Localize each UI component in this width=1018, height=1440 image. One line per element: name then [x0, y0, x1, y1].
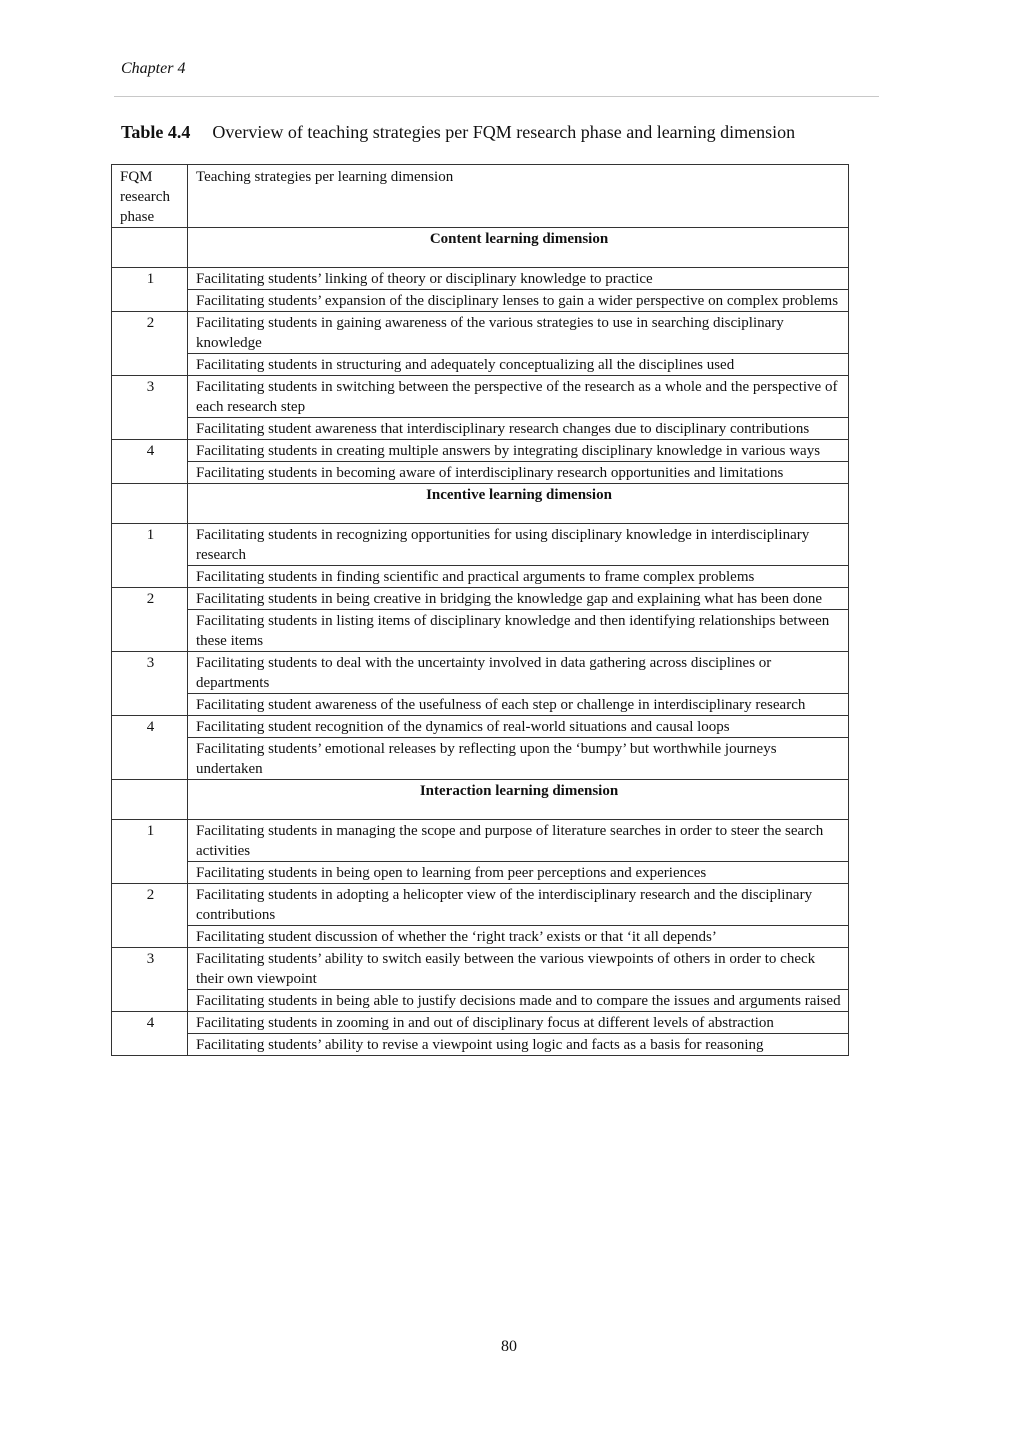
table-header-row [112, 165, 849, 228]
strategy-text: Facilitating students in being open to learning from peer perceptions and experiences [188, 862, 849, 884]
phase-number: 4 [112, 440, 188, 484]
strategy-row [112, 290, 849, 312]
phase-number: 2 [112, 312, 188, 376]
strategy-text: Facilitating student awareness of the usefulness of each step or challenge in interdisciplinary research [188, 694, 849, 716]
strategy-row [112, 862, 849, 884]
dimension-phase-cell [112, 484, 188, 524]
strategy-text: Facilitating students in being able to justify decisions made and to compare the issues and arguments raised [188, 990, 849, 1012]
dimension-name: Interaction learning dimension [188, 780, 849, 820]
strategy-row [112, 652, 849, 694]
strategies-table [111, 164, 849, 1056]
strategy-row [112, 462, 849, 484]
dimension-name: Content learning dimension [188, 228, 849, 268]
strategy-row [112, 566, 849, 588]
strategy-text: Facilitating student recognition of the dynamics of real-world situations and causal loops [188, 716, 849, 738]
running-header: Chapter 4 [121, 60, 186, 77]
strategy-row [112, 694, 849, 716]
strategy-text: Facilitating students’ linking of theory or disciplinary knowledge to practice [188, 268, 849, 290]
strategy-text: Facilitating students in zooming in and out of disciplinary focus at different levels of abstraction [188, 1012, 849, 1034]
strategy-row [112, 926, 849, 948]
dimension-phase-cell [112, 228, 188, 268]
strategy-row [112, 716, 849, 738]
strategy-row [112, 418, 849, 440]
phase-number: 1 [112, 820, 188, 884]
strategy-row [112, 588, 849, 610]
strategy-row [112, 524, 849, 566]
strategy-row [112, 610, 849, 652]
strategy-text: Facilitating students in becoming aware of interdisciplinary research opportunities and limitations [188, 462, 849, 484]
phase-number: 3 [112, 376, 188, 440]
strategy-text: Facilitating students’ ability to switch easily between the various viewpoints of others in order to check their own viewpoint [188, 948, 849, 990]
phase-number: 1 [112, 524, 188, 588]
strategy-text: Facilitating student awareness that interdisciplinary research changes due to disciplinary contributions [188, 418, 849, 440]
phase-number: 2 [112, 884, 188, 948]
dimension-phase-cell [112, 780, 188, 820]
dimension-row [112, 484, 849, 524]
strategy-row [112, 820, 849, 862]
strategy-text: Facilitating students in adopting a helicopter view of the interdisciplinary research and the disciplinary contributions [188, 884, 849, 926]
strategy-text: Facilitating students in switching between the perspective of the research as a whole and the perspective of each research step [188, 376, 849, 418]
header-divider [114, 96, 879, 97]
page-number: 80 [501, 1338, 517, 1355]
strategy-row [112, 268, 849, 290]
strategy-text: Facilitating students in being creative in bridging the knowledge gap and explaining what has been done [188, 588, 849, 610]
strategy-text: Facilitating students in gaining awareness of the various strategies to use in searching disciplinary knowledge [188, 312, 849, 354]
strategy-row [112, 312, 849, 354]
strategy-row [112, 440, 849, 462]
strategy-text: Facilitating students in managing the scope and purpose of literature searches in order to steer the search activities [188, 820, 849, 862]
strategy-row [112, 1034, 849, 1056]
strategy-text: Facilitating students in recognizing opportunities for using disciplinary knowledge in interdisciplinary research [188, 524, 849, 566]
phase-number: 4 [112, 1012, 188, 1056]
strategy-text: Facilitating students in finding scientific and practical arguments to frame complex problems [188, 566, 849, 588]
strategy-text: Facilitating students in listing items of disciplinary knowledge and then identifying relationships between these items [188, 610, 849, 652]
strategy-row [112, 354, 849, 376]
column-header-strategies: Teaching strategies per learning dimension [188, 165, 849, 228]
dimension-name: Incentive learning dimension [188, 484, 849, 524]
dimension-row [112, 780, 849, 820]
strategy-text: Facilitating students’ ability to revise a viewpoint using logic and facts as a basis for reasoning [188, 1034, 849, 1056]
column-header-phase: FQM research phase [112, 165, 188, 228]
phase-number: 4 [112, 716, 188, 780]
phase-number: 1 [112, 268, 188, 312]
strategy-text: Facilitating student discussion of whether the ‘right track’ exists or that ‘it all depends’ [188, 926, 849, 948]
strategy-text: Facilitating students’ emotional releases by reflecting upon the ‘bumpy’ but worthwhile journeys undertaken [188, 738, 849, 780]
phase-number: 3 [112, 948, 188, 1012]
strategy-row [112, 376, 849, 418]
table-title: Overview of teaching strategies per FQM research phase and learning dimension [212, 122, 796, 142]
strategy-text: Facilitating students in creating multiple answers by integrating disciplinary knowledge in various ways [188, 440, 849, 462]
strategy-text: Facilitating students’ expansion of the disciplinary lenses to gain a wider perspective on complex problems [188, 290, 849, 312]
dimension-row [112, 228, 849, 268]
phase-number: 3 [112, 652, 188, 716]
phase-number: 2 [112, 588, 188, 652]
strategy-row [112, 738, 849, 780]
strategy-row [112, 1012, 849, 1034]
strategy-text: Facilitating students in structuring and adequately conceptualizing all the disciplines used [188, 354, 849, 376]
table-caption [121, 122, 795, 143]
table-number: Table 4.4 [121, 122, 191, 142]
strategy-row [112, 990, 849, 1012]
strategy-row [112, 948, 849, 990]
strategy-row [112, 884, 849, 926]
strategy-text: Facilitating students to deal with the uncertainty involved in data gathering across disciplines or departments [188, 652, 849, 694]
